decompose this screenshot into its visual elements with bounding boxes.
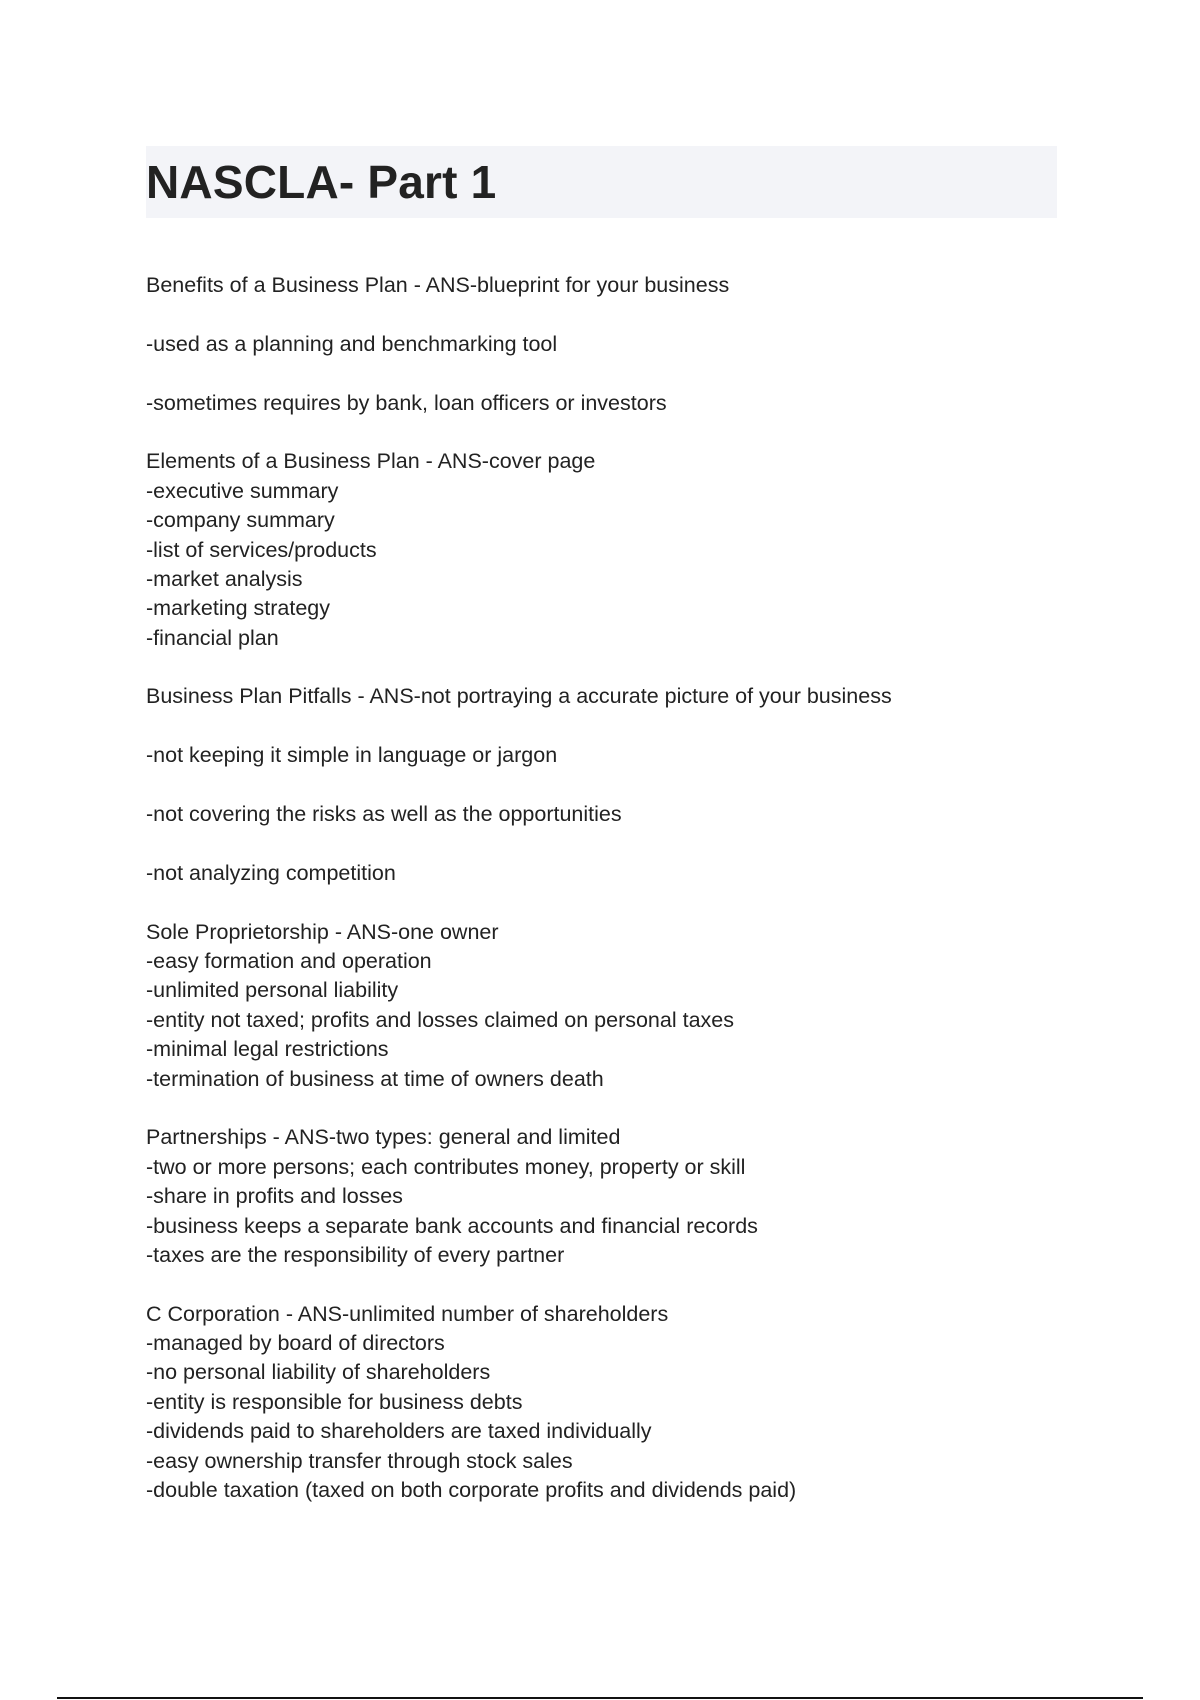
text-line: -used as a planning and benchmarking tool xyxy=(146,331,558,356)
paragraph-gap xyxy=(146,653,1106,682)
text-line: C Corporation - ANS-unlimited number of shareholders xyxy=(146,1301,669,1326)
text-line: Sole Proprietorship - ANS-one owner xyxy=(146,919,499,944)
text-line: -minimal legal restrictions xyxy=(146,1037,389,1062)
document-body xyxy=(146,271,1106,1505)
paragraph-gap xyxy=(146,300,1106,329)
text-line: -business keeps a separate bank accounts and financial records xyxy=(146,1213,758,1238)
page-title: NASCLA- Part 1 xyxy=(146,156,497,208)
text-line: Partnerships - ANS-two types: general and limited xyxy=(146,1125,621,1150)
paragraph-gap xyxy=(146,771,1106,800)
paragraph-gap xyxy=(146,829,1106,858)
text-line: -termination of business at time of owners death xyxy=(146,1066,604,1091)
text-line: -entity is responsible for business debts xyxy=(146,1389,523,1414)
text-line: -two or more persons; each contributes money, property or skill xyxy=(146,1154,746,1179)
text-line: -marketing strategy xyxy=(146,596,331,621)
text-line: -financial plan xyxy=(146,625,279,650)
text-line: -dividends paid to shareholders are taxed individually xyxy=(146,1419,652,1444)
paragraph-gap xyxy=(146,1094,1106,1123)
text-line: -not keeping it simple in language or jargon xyxy=(146,743,558,768)
paragraph-gap xyxy=(146,712,1106,741)
paragraph-gap xyxy=(146,1270,1106,1299)
text-line: -company summary xyxy=(146,508,335,533)
text-line: -easy ownership transfer through stock sales xyxy=(146,1448,573,1473)
text-line: -double taxation (taxed on both corporate profits and dividends paid) xyxy=(146,1478,797,1503)
text-line: -list of services/products xyxy=(146,537,377,562)
text-line: -sometimes requires by bank, loan officers or investors xyxy=(146,390,667,415)
text-line: Benefits of a Business Plan - ANS-blueprint for your business xyxy=(146,273,730,297)
text-line: -not analyzing competition xyxy=(146,860,396,885)
text-line: Elements of a Business Plan - ANS-cover page xyxy=(146,449,596,474)
text-line: -managed by board of directors xyxy=(146,1331,445,1356)
text-line: -market analysis xyxy=(146,566,303,591)
text-line: -entity not taxed; profits and losses claimed on personal taxes xyxy=(146,1007,734,1032)
text-line: -share in profits and losses xyxy=(146,1184,403,1209)
paragraph-gap xyxy=(146,888,1106,917)
text-line: -executive summary xyxy=(146,478,339,503)
text-line: Business Plan Pitfalls - ANS-not portraying a accurate picture of your business xyxy=(146,684,892,709)
text-line: -no personal liability of shareholders xyxy=(146,1360,491,1385)
footer-divider xyxy=(57,1697,1143,1699)
text-line: -not covering the risks as well as the opportunities xyxy=(146,802,622,827)
paragraph-gap xyxy=(146,359,1106,388)
text-line: -taxes are the responsibility of every partner xyxy=(146,1242,565,1267)
paragraph-gap xyxy=(146,418,1106,447)
text-line: -easy formation and operation xyxy=(146,948,432,973)
text-line: -unlimited personal liability xyxy=(146,978,399,1003)
